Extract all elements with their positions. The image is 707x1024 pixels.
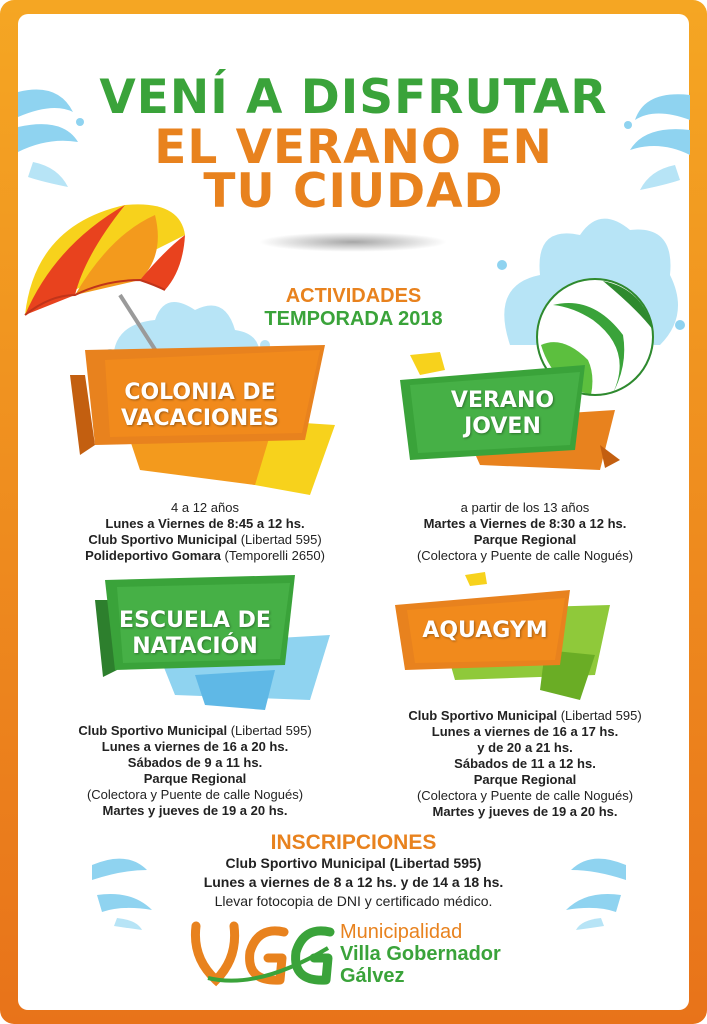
verano-schedule: Martes a Viernes de 8:30 a 12 hs. <box>423 516 627 531</box>
aquagym-place-2-address: (Colectora y Puente de calle Nogués) <box>416 788 634 803</box>
municipality-name <box>340 921 501 987</box>
inscripciones-schedule: Lunes a viernes de 8 a 12 hs. y de 14 a 18 hs. <box>203 874 504 890</box>
municipality-logo-icon <box>188 918 336 990</box>
colonia-banner-title <box>100 380 300 432</box>
natacion-place-2-name: Parque Regional <box>143 771 247 786</box>
natacion-banner-line-2: NATACIÓN <box>132 634 258 659</box>
verano-place-address: (Colectora y Puente de calle Nogués) <box>416 548 634 563</box>
inscripciones-place: Club Sportivo Municipal (Libertad 595) <box>225 855 482 871</box>
natacion-info <box>20 723 370 819</box>
natacion-schedule-3: Martes y jueves de 19 a 20 hs. <box>102 803 288 818</box>
aquagym-info <box>355 708 695 820</box>
aquagym-schedule-4: Martes y jueves de 19 a 20 hs. <box>432 804 618 819</box>
headline-line-3: TU CIUDAD <box>203 164 504 219</box>
verano-place-name: Parque Regional <box>473 532 577 547</box>
headline-line-2: EL VERANO EN <box>154 120 553 175</box>
verano-info <box>360 500 690 564</box>
aquagym-banner-title <box>405 618 565 644</box>
colonia-schedule: Lunes a Viernes de 8:45 a 12 hs. <box>105 516 305 531</box>
season-heading: TEMPORADA 2018 <box>264 308 443 330</box>
aquagym-schedule-2: y de 20 a 21 hs. <box>477 740 573 755</box>
aquagym-place-1-address: (Libertad 595) <box>557 708 642 723</box>
beach-umbrella-icon <box>15 195 190 370</box>
headline-shadow <box>258 232 448 252</box>
colonia-place-2-address: (Temporelli 2650) <box>220 548 325 563</box>
natacion-schedule-2: Sábados de 9 a 11 hs. <box>127 755 263 770</box>
logo-line-3: Gálvez <box>340 965 405 987</box>
colonia-banner-line-2: VACACIONES <box>120 406 280 431</box>
natacion-place-1-address: (Libertad 595) <box>227 723 312 738</box>
verano-banner-title <box>415 388 590 440</box>
inscripciones-requirements: Llevar fotocopia de DNI y certificado médico. <box>214 893 493 909</box>
natacion-place-1-name: Club Sportivo Municipal <box>78 723 228 738</box>
colonia-place-2-name: Polideportivo Gomara <box>85 548 221 563</box>
headline-line-1: VENÍ A DISFRUTAR <box>99 70 608 125</box>
natacion-banner-line-1: ESCUELA DE <box>119 608 271 633</box>
natacion-place-2-address: (Colectora y Puente de calle Nogués) <box>86 787 304 802</box>
logo-line-2: Villa Gobernador <box>340 943 501 965</box>
activities-heading: ACTIVIDADES <box>285 285 422 307</box>
colonia-banner-line-1: COLONIA DE <box>124 380 276 405</box>
inscripciones-info <box>0 854 707 911</box>
aquagym-schedule-1: Lunes a viernes de 16 a 17 hs. <box>431 724 619 739</box>
aquagym-place-1-name: Club Sportivo Municipal <box>408 708 558 723</box>
aquagym-place-2-name: Parque Regional <box>473 772 577 787</box>
aquagym-schedule-3: Sábados de 11 a 12 hs. <box>454 756 596 771</box>
verano-age: a partir de los 13 años <box>460 500 590 515</box>
colonia-place-1-address: (Libertad 595) <box>237 532 322 547</box>
colonia-place-1-name: Club Sportivo Municipal <box>88 532 238 547</box>
aquagym-banner-line-1: AQUAGYM <box>422 618 548 643</box>
colonia-age: 4 a 12 años <box>171 500 239 515</box>
colonia-info <box>40 500 370 564</box>
verano-banner-line-2: JOVEN <box>464 414 541 439</box>
natacion-schedule-1: Lunes a viernes de 16 a 20 hs. <box>101 739 289 754</box>
logo-line-1: Municipalidad <box>340 921 463 943</box>
verano-banner-line-1: VERANO <box>450 388 555 413</box>
natacion-banner-title <box>105 608 285 660</box>
inscripciones-heading: INSCRIPCIONES <box>270 831 437 854</box>
